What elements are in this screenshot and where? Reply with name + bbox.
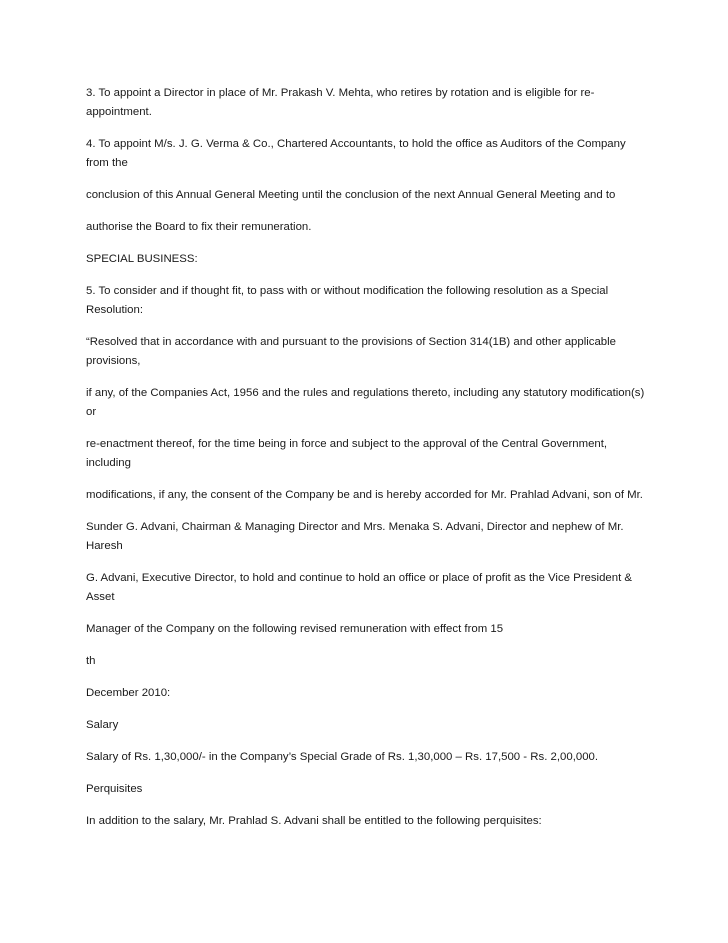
resolution-paragraph-4: modifications, if any, the consent of the Company be and is hereby accorded for Mr. Prahlad Advani, son of Mr. [86, 489, 643, 501]
perquisites-paragraph: In addition to the salary, Mr. Prahlad S. Advani shall be entitled to the following perquisites: [86, 815, 542, 827]
salary-paragraph: Salary of Rs. 1,30,000/- in the Company’s Special Grade of Rs. 1,30,000 – Rs. 17,500 - Rs. 2,00,000. [86, 751, 599, 763]
ordinal-suffix: th [86, 655, 96, 667]
resolution-paragraph-2: if any, of the Companies Act, 1956 and the rules and regulations thereto, including any statutory modification(s) or [86, 387, 645, 418]
document-body [86, 84, 646, 844]
resolution-paragraph-3: re-enactment thereof, for the time being in force and subject to the approval of the Central Government, including [86, 438, 608, 469]
salary-heading: Salary [86, 719, 119, 731]
resolution-paragraph-1: “Resolved that in accordance with and pursuant to the provisions of Section 314(1B) and other applicable provisions, [86, 336, 616, 367]
resolution-paragraph-6: G. Advani, Executive Director, to hold and continue to hold an office or place of profit as the Vice President & Asset [86, 572, 633, 603]
paragraph-item-3: 3. To appoint a Director in place of Mr. Prakash V. Mehta, who retires by rotation and is eligible for re-appointment. [86, 87, 595, 118]
effective-date: December 2010: [86, 687, 171, 699]
paragraph-item-4-end: authorise the Board to fix their remuneration. [86, 221, 312, 233]
resolution-paragraph-7: Manager of the Company on the following revised remuneration with effect from 15 [86, 623, 504, 635]
perquisites-heading: Perquisites [86, 783, 143, 795]
special-business-heading: SPECIAL BUSINESS: [86, 253, 198, 265]
paragraph-item-4-continuation: conclusion of this Annual General Meeting until the conclusion of the next Annual General Meeting and to [86, 189, 616, 201]
paragraph-item-5: 5. To consider and if thought fit, to pass with or without modification the following resolution as a Special Resolution: [86, 285, 609, 316]
resolution-paragraph-5: Sunder G. Advani, Chairman & Managing Director and Mrs. Menaka S. Advani, Director and nephew of Mr. Haresh [86, 521, 624, 552]
paragraph-item-4: 4. To appoint M/s. J. G. Verma & Co., Chartered Accountants, to hold the office as Auditors of the Company from the [86, 138, 626, 169]
